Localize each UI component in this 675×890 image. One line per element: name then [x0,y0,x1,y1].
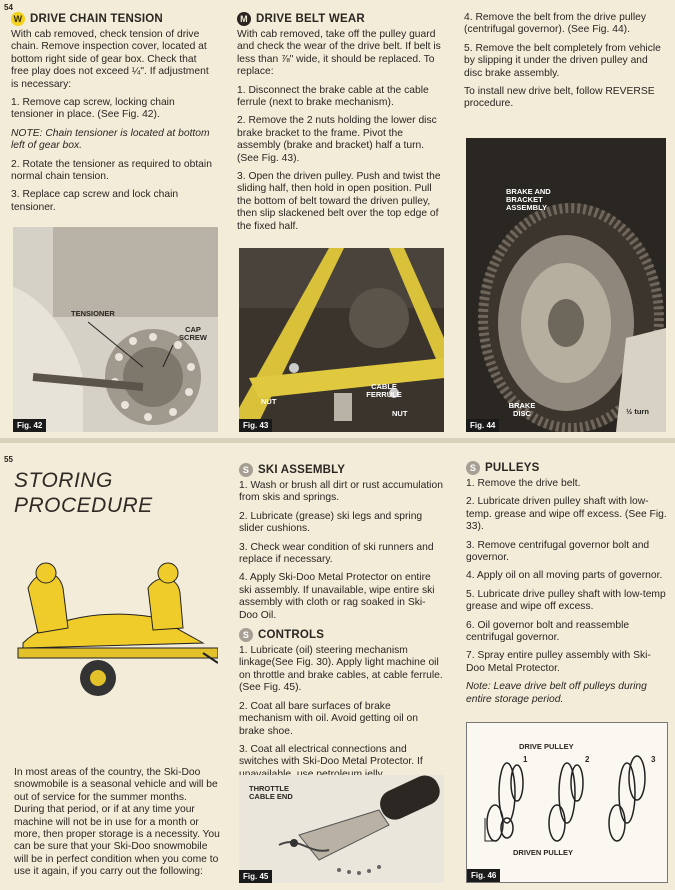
drive-belt-step-5: 5. Remove the belt completely from vehicle by slipping it under the driven pulley and disc brake assembly. [464,42,661,79]
fig-45-photo [239,775,444,883]
drive-chain-heading [11,12,217,26]
pulleys-step-3: 3. Remove centrifugal governor bolt and governor. [466,539,650,564]
fig-44-tag: Fig. 44 [466,419,499,432]
drive-chain-step-1: 1. Remove cap screw, locking chain tensioner in place. (See Fig. 42). [11,97,175,121]
storing-title-line-1: STORING [14,469,113,492]
fig-46-diagram [466,722,668,883]
drive-belt-step-3: 3. Open the driven pulley. Push and twist the sliding half, then hold in open position. Pull the bottom of belt toward the driven pulley, then slip slackened belt over the top edge of the fixed half. [237,171,441,232]
fig-43-label-cable-ferrule: CABLE FERRULE [366,382,402,399]
ski-step-1: 1. Wash or brush all dirt or rust accumulation from skis and springs. [239,480,443,504]
pulleys-column [466,461,668,712]
pulleys-heading [466,461,668,475]
ski-step-3: 3. Check wear condition of ski runners and replace if necessary. [239,541,434,566]
fig-45-tag: Fig. 45 [239,870,272,883]
fig-44-label-half-turn: ½ turn [626,407,649,416]
fig-46-number-1: 1 [523,755,528,764]
fig-44-label-brake-disc: BRAKE DISC [508,401,536,418]
drive-belt-step-4: 4. Remove the belt from the drive pulley (centrifugal governor). (See Fig. 44). [464,12,647,36]
fig-45-label-throttle-cable-end: THROTTLE CABLE END [249,784,293,801]
section-m-badge: M [237,12,251,26]
fig-46-number-3: 3 [651,755,656,764]
storing-intro-block [14,767,220,885]
fig-43-tag: Fig. 43 [239,419,272,432]
fig-42-label-cap-screw: CAP SCREW [179,325,207,342]
fig-42-photo [13,227,218,432]
fig-46-label-driven-pulley: DRIVEN PULLEY [513,848,574,857]
pulleys-note: Note: Leave drive belt off pulleys during entire storage period. [466,681,647,705]
fig-44-label-brake-bracket: BRAKE AND BRACKET ASSEMBLY [506,187,551,212]
storing-intro: In most areas of the country, the Ski-Doo snowmobile is a seasonal vehicle and will be out of service for the summer months. During that period, or if at any time your machine will not be in use for a month or more, then proper storage is a necessity. You can be sure that your Ski-Doo snowmobile will be in perfect condition when you come to use it again, if you carry out the following: [14,767,220,878]
controls-heading [239,628,444,642]
controls-title: CONTROLS [258,628,325,641]
controls-step-3: 3. Coat all electrical connections and switches with Ski-Doo Metal Protector. If [239,743,423,768]
section-w-badge: W [11,12,25,26]
drive-belt-section [237,12,442,239]
fig-43-label-nut-right: NUT [392,409,408,418]
controls-step-2: 2. Coat all bare surfaces of brake mechanism with oil. Avoid getting oil on brake shoe. [239,700,418,737]
controls-step-1: 1. Lubricate (oil) steering mechanism linkage(See Fig. 30). Apply light machine oil on throttle and brake cables, at cable ferrule. (See Fig. 45). [239,645,443,694]
section-s-badge-controls: S [239,628,253,642]
drive-belt-step-2: 2. Remove the 2 nuts holding the lower disc brake bracket to the frame. Pivot the assembly (brake and bracket) half a turn. (See Fig. 43). [237,115,437,164]
drive-chain-note: NOTE: Chain tensioner is located at bottom left of gear box. [11,127,210,152]
pulleys-step-2: 2. Lubricate driven pulley shaft with low-temp. grease and wipe off excess. (See Fig. 33). [466,496,667,533]
pulleys-step-4: 4. Apply oil on all moving parts of governor. [466,570,663,582]
drive-chain-intro: With cab removed, check tension of drive chain. Remove inspection cover, located at bottom right side of gear box. Check that free play does not exceed ¼". If adjustment is necessary: [11,29,209,90]
pulleys-step-7: 7. Spray entire pulley assembly with Ski-Doo Metal Protector. [466,650,651,674]
fig-46-number-2: 2 [585,755,590,764]
pulleys-step-6: 6. Oil governor bolt and reassemble centrifugal governor. [466,619,630,644]
drive-belt-intro: With cab removed, take off the pulley guard and check the wear of the drive belt. If belt is less than ⅞" wide, it should be replaced. To replace: [237,29,441,78]
drive-belt-title: DRIVE BELT WEAR [256,12,365,25]
drive-chain-step-3: 3. Replace cap screw and lock chain tensioner. [11,189,179,213]
ski-step-4: 4. Apply Ski-Doo Metal Protector on entire ski assembly. If unavailable, wipe entire ski assembly with cloth or rag soaked in Ski-Doo Oil. [239,572,435,621]
fig-46-label-drive-pulley: DRIVE PULLEY [519,742,574,751]
ski-step-2: 2. Lubricate (grease) ski legs and spring slider cushions. [239,510,423,535]
fig-43-photo [239,248,444,432]
fig-46-tag: Fig. 46 [467,869,500,882]
storing-procedure-title [14,468,153,518]
fig-42-label-tensioner: TENSIONER [71,309,115,318]
section-s-badge-ski: S [239,463,253,477]
ski-title: SKI ASSEMBLY [258,463,346,476]
section-s-badge-pulleys: S [466,461,480,475]
page-number-54: 54 [4,3,13,12]
drive-belt-step-1: 1. Disconnect the brake cable at the cable ferrule (next to brake mechanism). [237,84,429,109]
pulleys-step-5: 5. Lubricate drive pulley shaft with low-temp grease and wipe off excess. [466,588,666,613]
fig-43-label-nut-left: NUT [261,397,277,406]
drive-belt-heading [237,12,442,26]
snowmobile-trailer-illustration [8,548,218,708]
ski-heading [239,463,444,477]
storing-title-line-2: PROCEDURE [14,494,153,517]
ski-controls-column [239,463,444,787]
drive-chain-step-2: 2. Rotate the tensioner as required to obtain normal chain tension. [11,158,212,183]
fig-44-photo [466,138,666,432]
pulleys-step-1: 1. Remove the drive belt. [466,478,581,489]
drive-belt-continued [464,12,667,117]
fig-42-tag: Fig. 42 [13,419,46,432]
drive-chain-title: DRIVE CHAIN TENSION [30,12,163,25]
snowmobile-drawing [8,548,218,708]
page-number-55: 55 [4,455,13,464]
pulleys-title: PULLEYS [485,461,540,474]
drive-chain-section [11,12,217,220]
drive-belt-install: To install new drive belt, follow REVERSE procedure. [464,86,655,110]
page-divider [0,438,675,443]
fig-44-illustration [466,138,666,432]
